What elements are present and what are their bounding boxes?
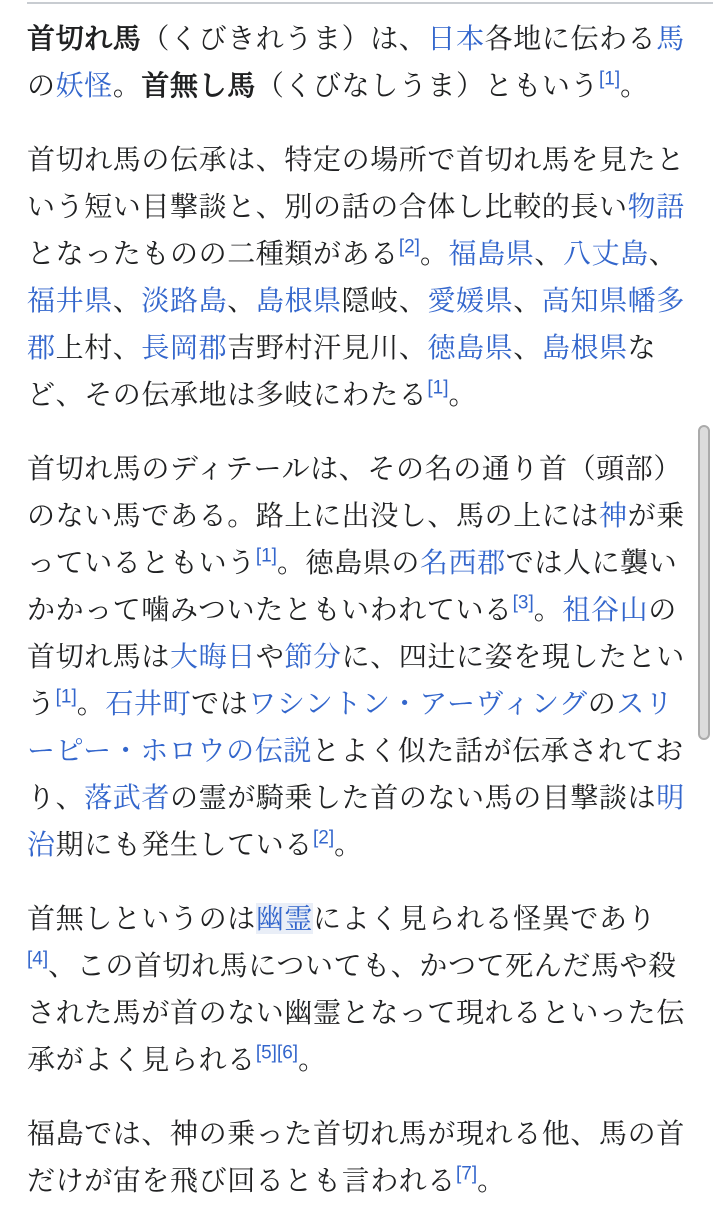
text-run: 、 [534,238,563,269]
text-run: 。 [76,688,106,719]
text-run: 首無しというのは [27,903,256,934]
reference-anchor[interactable]: [1] [55,686,77,708]
reference-link[interactable] [399,237,420,258]
text-run: 、 [513,332,542,363]
bold-term: 首切れ馬 [27,23,142,54]
paragraph [27,15,690,109]
wiki-link[interactable]: 明治 [27,782,685,860]
text-run: 吉野村汗見川、 [227,332,428,363]
wiki-link[interactable]: 島根県 [255,285,342,316]
text-run: となったものの二種類がある [27,238,399,269]
paragraph [27,136,690,418]
text-run: の首切れ馬は [27,594,677,672]
text-run: （くびなしうま）ともいう [255,70,600,101]
reference-link[interactable] [513,593,534,614]
reference-anchor[interactable]: [4] [27,948,49,970]
text-run: 隠岐、 [341,285,428,316]
text-run: 。 [477,1165,506,1196]
text-run: や [255,641,285,672]
text-run: 、この首切れ馬についても、かつて死んだ馬や殺された馬が首のない幽霊となって現れるといった伝承がよく見られる [27,950,685,1075]
wiki-link[interactable]: 愛媛県 [427,285,514,316]
text-run: 、 [513,285,542,316]
wiki-link[interactable]: 節分 [284,641,342,672]
text-run: 、 [648,238,678,269]
scrollbar-thumb[interactable] [698,425,710,740]
reference-anchor[interactable]: [1] [427,377,449,399]
reference-link[interactable] [256,1043,277,1064]
reference-anchor[interactable]: [1] [599,68,621,90]
text-run: 。 [620,70,649,101]
wiki-link[interactable]: 長岡郡 [141,332,228,363]
wiki-link[interactable]: 福島県 [448,238,535,269]
text-run: では人に襲いかかって噛みついたともいわれている [27,547,678,625]
wiki-link[interactable]: 幽霊 [255,903,314,934]
wiki-link[interactable]: 日本 [427,23,485,54]
reference-anchor[interactable]: [7] [456,1163,478,1185]
text-run: に、四辻に姿を現したという [27,641,685,719]
text-run: 。徳島県の [276,547,420,578]
wiki-link[interactable]: 落武者 [84,782,171,813]
reference-link[interactable] [427,378,448,399]
text-run: の [587,688,617,719]
text-run: では [191,688,249,719]
text-run: 上村、 [55,332,142,363]
wiki-link[interactable]: 物語 [627,191,685,222]
reference-anchor[interactable]: [2] [398,236,420,258]
wiki-link[interactable]: 淡路島 [141,285,228,316]
article-body [27,4,690,1231]
wiki-link[interactable]: スリーピー・ホロウの伝説 [27,688,674,766]
text-run: 。 [298,1044,327,1075]
wiki-link[interactable]: 妖怪 [55,70,113,101]
text-run: 。 [419,238,449,269]
wiki-link[interactable]: 徳島県 [427,332,514,363]
wiki-link[interactable]: 島根県 [541,332,628,363]
text-run: 。 [334,829,363,860]
reference-link[interactable] [277,1043,298,1064]
text-run: 首切れ馬のディテールは、その名の通り首（頭部）のない馬である。路上に出没し、馬の上には [27,453,683,531]
wiki-link[interactable]: 神 [599,500,628,531]
reference-link[interactable] [313,828,334,849]
wiki-link[interactable]: 大晦日 [170,641,256,672]
text-run: 、 [227,285,256,316]
wiki-link[interactable]: 福井県 [27,285,113,316]
wiki-link[interactable]: ワシントン・アーヴィング [248,688,588,719]
text-run: 首切れ馬の伝承は、特定の場所で首切れ馬を見たという短い目撃談と、別の話の合体し比較的長い [27,144,685,222]
reference-anchor[interactable]: [5] [255,1042,277,1064]
text-run: など、その伝承地は多岐にわたる [27,332,657,410]
paragraph [27,445,690,868]
reference-link[interactable] [599,69,620,90]
reference-link[interactable] [256,546,277,567]
reference-link[interactable] [27,949,48,970]
text-run: 期にも発生している [55,829,314,860]
text-run: が乗っているともいう [27,500,685,578]
reference-anchor[interactable]: [2] [313,827,335,849]
text-run: 。 [112,70,142,101]
text-run: の霊が騎乗した首のない馬の目撃談は [170,782,657,813]
text-run: によく見られる怪異であり [313,903,657,934]
reference-anchor[interactable]: [1] [255,545,277,567]
text-run: 。 [448,379,478,410]
paragraph [27,895,690,1083]
paragraph [27,1110,690,1204]
reference-anchor[interactable]: [6] [276,1042,299,1064]
wiki-link[interactable]: 馬 [656,23,685,54]
wiki-link[interactable]: 名西郡 [419,547,506,578]
bold-term: 首無し馬 [141,70,256,101]
text-run: （くびきれうま）は、 [141,23,428,54]
text-run: 。 [533,594,563,625]
wiki-link[interactable]: 幡多郡 [27,285,685,363]
reference-link[interactable] [56,687,77,708]
wiki-link[interactable]: 石井町 [105,688,192,719]
wiki-link[interactable]: 八丈島 [562,238,649,269]
text-run: 、 [112,285,142,316]
text-run: 各地に伝わる [484,23,657,54]
text-run: とよく似た話が伝承されており、 [27,735,684,813]
wiki-link[interactable]: 祖谷山 [562,594,649,625]
reference-anchor[interactable]: [3] [512,592,534,614]
text-run: の [27,70,56,101]
reference-link[interactable] [456,1164,477,1185]
wiki-link[interactable]: 高知県 [541,285,628,316]
text-run: 福島では、神の乗った首切れ馬が現れる他、馬の首だけが宙を飛び回るとも言われる [27,1118,685,1196]
